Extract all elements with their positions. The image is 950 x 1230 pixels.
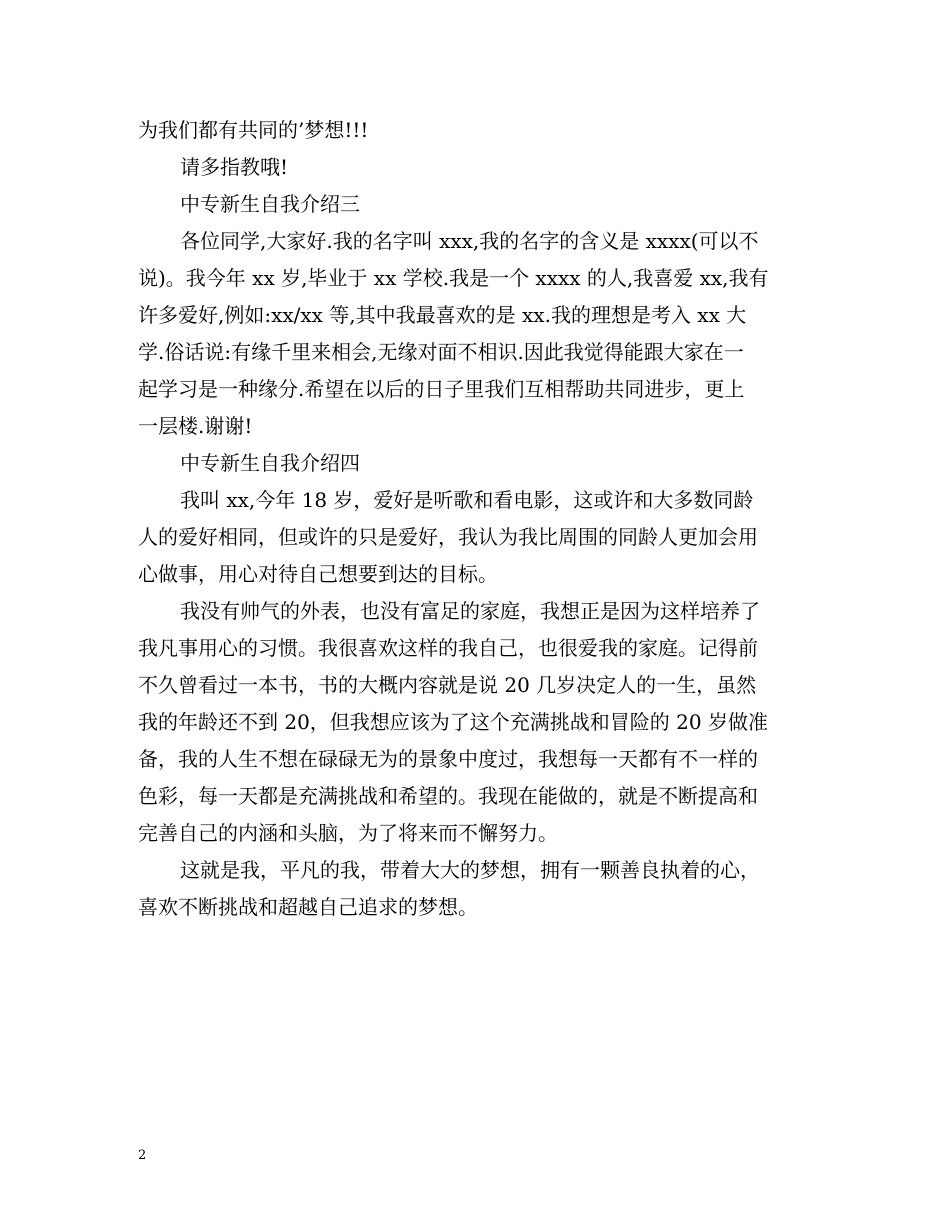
text-block bbox=[138, 112, 816, 926]
text-line: 完善自己的内涵和头脑，为了将来而不懈努力。 bbox=[138, 821, 558, 845]
text-line: 起学习是一种缘分.希望在以后的日子里我们互相帮助共同进步，更上 bbox=[138, 377, 745, 401]
text-line: 一层楼.谢谢! bbox=[138, 414, 253, 438]
text-line: 各位同学,大家好.我的名字叫 xxx,我的名字的含义是 xxxx(可以不 bbox=[180, 229, 759, 253]
text-line: 心做事，用心对待自己想要到达的目标。 bbox=[138, 562, 498, 586]
section-heading: 中专新生自我介绍三 bbox=[180, 192, 360, 216]
text-line: 人的爱好相同，但或许的只是爱好，我认为我比周围的同龄人更加会用 bbox=[138, 525, 758, 549]
text-line: 我叫 xx,今年 18 岁，爱好是听歌和看电影，这或许和大多数同龄 bbox=[180, 488, 754, 512]
document-body bbox=[138, 112, 816, 926]
text-line: 请多指教哦! bbox=[180, 155, 289, 179]
text-line: 备，我的人生不想在碌碌无为的景象中度过，我想每一天都有不一样的 bbox=[138, 747, 758, 771]
text-line: 为我们都有共同的’梦想!!! bbox=[138, 118, 369, 142]
text-line: 我没有帅气的外表，也没有富足的家庭，我想正是因为这样培养了 bbox=[180, 599, 760, 623]
text-line: 这就是我，平凡的我，带着大大的梦想，拥有一颗善良执着的心， bbox=[180, 858, 760, 882]
page-number: 2 bbox=[138, 1148, 147, 1163]
text-line: 色彩，每一天都是充满挑战和希望的。我现在能做的，就是不断提高和 bbox=[138, 784, 758, 808]
text-line: 说)。我今年 xx 岁,毕业于 xx 学校.我是一个 xxxx 的人,我喜爱 xx,我有 bbox=[138, 266, 769, 290]
text-line: 不久曾看过一本书，书的大概内容就是说 20 几岁决定人的一生，虽然 bbox=[138, 673, 757, 697]
section-heading: 中专新生自我介绍四 bbox=[180, 451, 360, 475]
text-line: 许多爱好,例如:xx/xx 等,其中我最喜欢的是 xx.我的理想是考入 xx 大 bbox=[138, 303, 747, 327]
text-line: 我的年龄还不到 20，但我想应该为了这个充满挑战和冒险的 20 岁做准 bbox=[138, 710, 768, 734]
text-line: 我凡事用心的习惯。我很喜欢这样的我自己，也很爱我的家庭。记得前 bbox=[138, 636, 758, 660]
text-line: 学.俗话说:有缘千里来相会,无缘对面不相识.因此我觉得能跟大家在一 bbox=[138, 340, 744, 364]
text-line: 喜欢不断挑战和超越自己追求的梦想。 bbox=[138, 895, 478, 919]
